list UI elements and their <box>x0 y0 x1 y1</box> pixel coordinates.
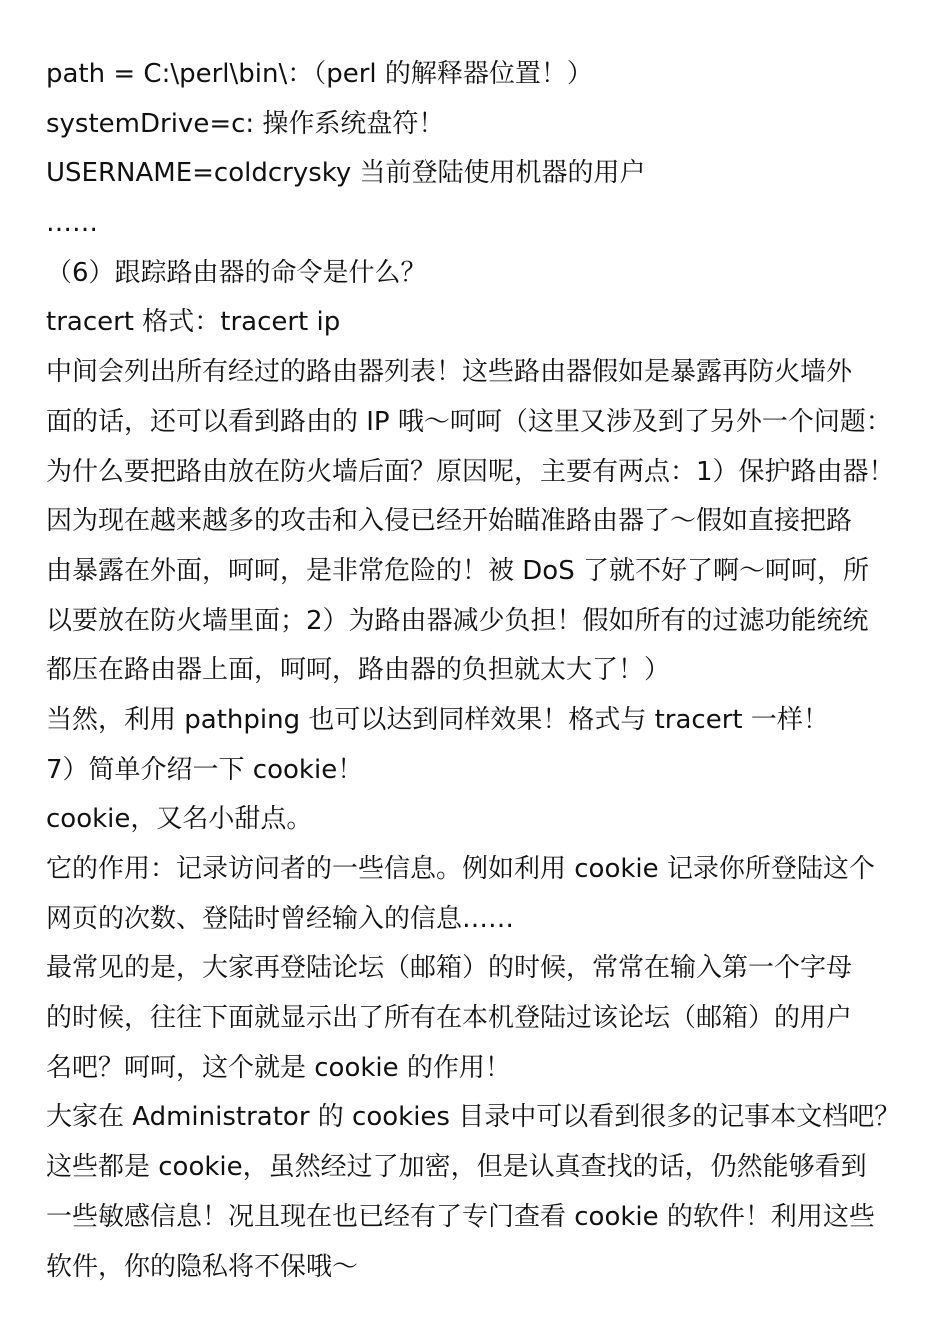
text-line: …… <box>46 208 98 239</box>
text-line: 由暴露在外面，呵呵，是非常危险的！被 DoS 了就不好了啊～呵呵，所 <box>46 555 869 586</box>
document-body <box>46 50 918 1292</box>
text-line: 最常见的是，大家再登陆论坛（邮箱）的时候，常常在输入第一个字母 <box>46 953 853 984</box>
text-line: 网页的次数、登陆时曾经输入的信息…… <box>46 903 515 934</box>
text-line: 为什么要把路由放在防火墙后面？原因呢，主要有两点：1）保护路由器！ <box>46 456 895 487</box>
text-line: 因为现在越来越多的攻击和入侵已经开始瞄准路由器了～假如直接把路 <box>46 506 853 537</box>
text-line: 软件，你的隐私将不保哦～ <box>46 1251 359 1282</box>
text-line: 的时候，往往下面就显示出了所有在本机登陆过该论坛（邮箱）的用户 <box>46 1003 853 1034</box>
section-heading: 7）简单介绍一下 cookie！ <box>46 754 364 785</box>
text-line: 以要放在防火墙里面；2）为路由器减少负担！假如所有的过滤功能统统 <box>46 605 869 636</box>
text-line: USERNAME=coldcrysky 当前登陆使用机器的用户 <box>46 158 646 189</box>
text-line: 名吧？呵呵，这个就是 cookie 的作用！ <box>46 1052 511 1083</box>
section-heading: （6）跟踪路由器的命令是什么？ <box>46 257 427 288</box>
text-line: 中间会列出所有经过的路由器列表！这些路由器假如是暴露再防火墙外 <box>46 357 853 388</box>
text-line: 大家在 Administrator 的 cookies 目录中可以看到很多的记事本文档吧？ <box>46 1102 901 1133</box>
text-line: systemDrive=c: 操作系统盘符！ <box>46 108 445 139</box>
text-line: 当然，利用 pathping 也可以达到同样效果！格式与 tracert 一样！ <box>46 704 829 735</box>
text-line: 一些敏感信息！况且现在也已经有了专门查看 cookie 的软件！利用这些 <box>46 1201 875 1232</box>
text-line: path = C:\perl\bin\：（perl 的解释器位置！） <box>46 59 593 89</box>
text-line: 这些都是 cookie，虽然经过了加密，但是认真查找的话，仍然能够看到 <box>46 1152 867 1183</box>
text-line: 面的话，还可以看到路由的 IP 哦～呵呵（这里又涉及到了另外一个问题： <box>46 406 892 437</box>
text-line: cookie，又名小甜点。 <box>46 804 313 835</box>
text-line: tracert 格式：tracert ip <box>46 307 341 338</box>
text-line: 它的作用：记录访问者的一些信息。例如利用 cookie 记录你所登陆这个 <box>46 854 875 884</box>
text-line: 都压在路由器上面，呵呵，路由器的负担就太大了！） <box>46 655 671 686</box>
